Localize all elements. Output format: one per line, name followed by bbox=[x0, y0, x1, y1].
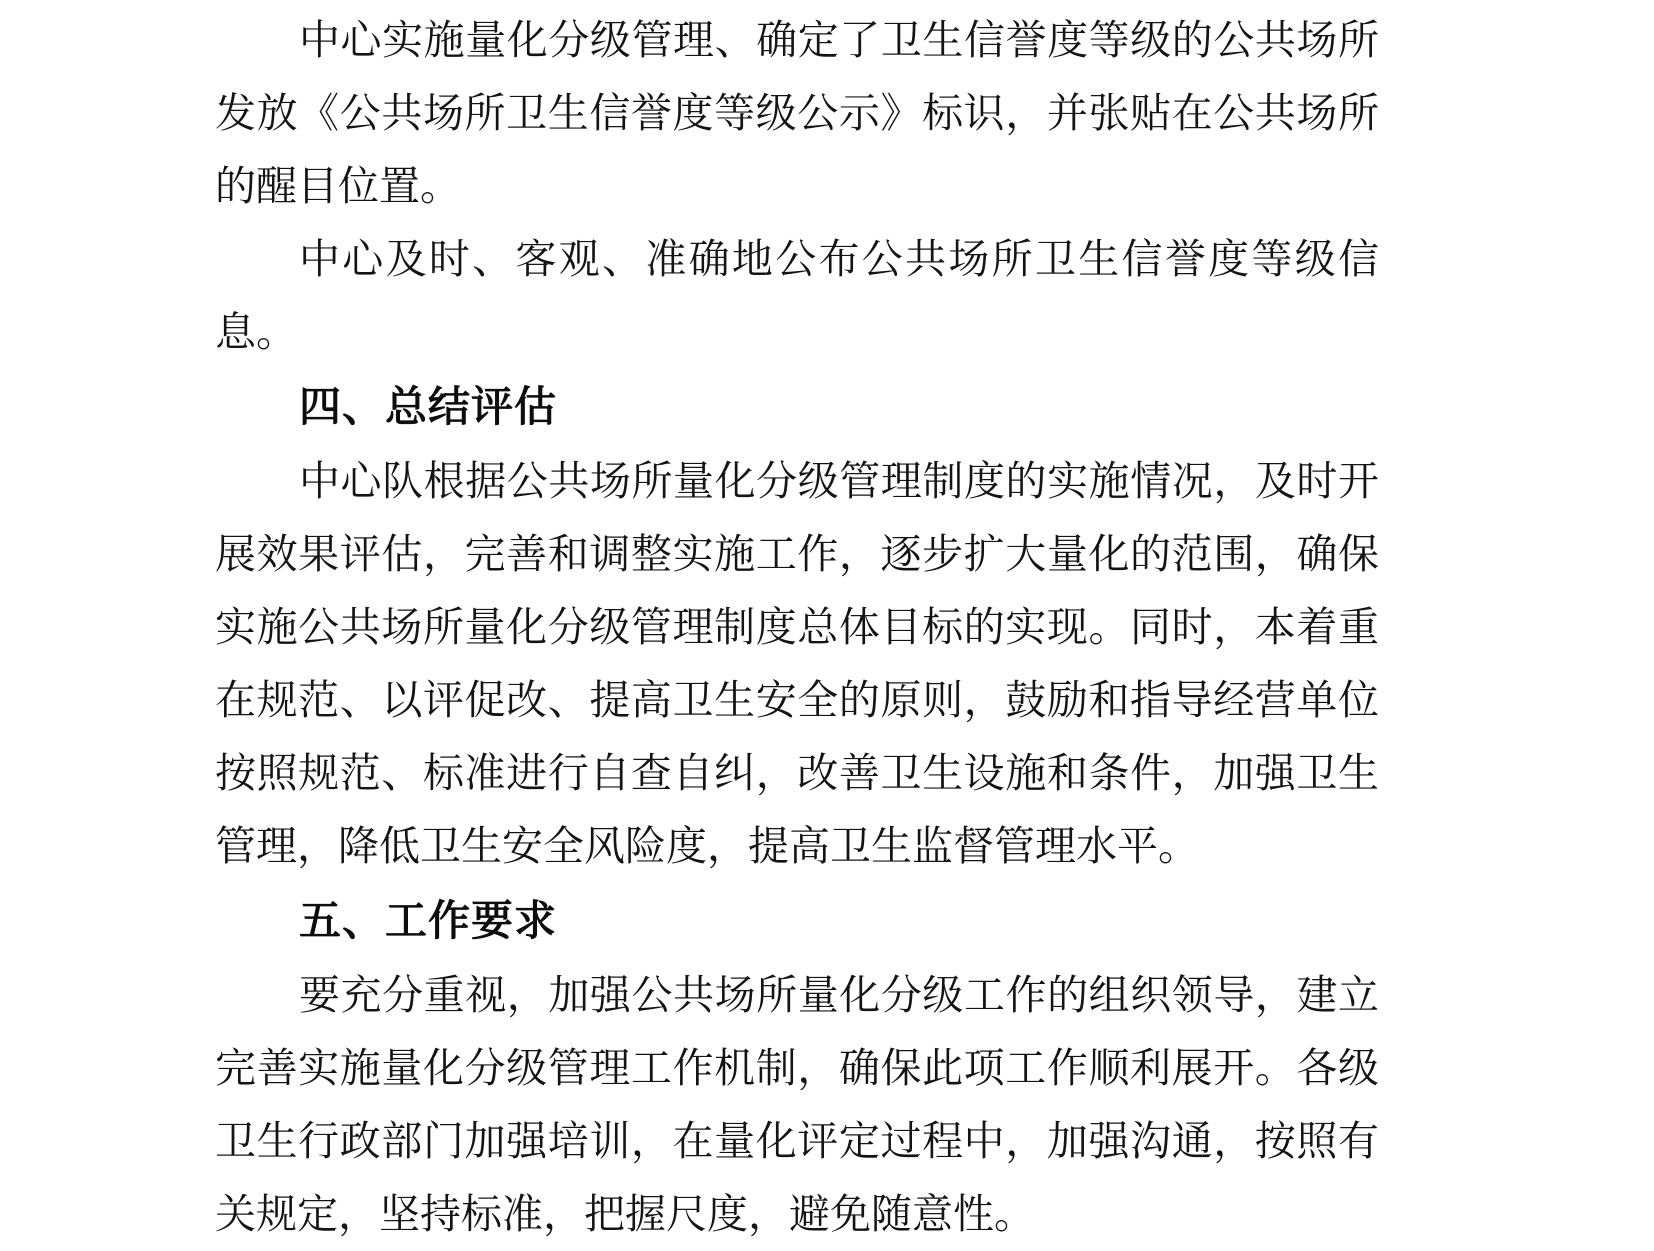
document-body bbox=[215, 0, 1379, 1251]
paragraph-evaluation-detail: 中心队根据公共场所量化分级管理制度的实施情况，及时开展效果评估，完善和调整实施工作，逐步扩大量化的范围，确保实施公共场所量化分级管理制度总体目标的实现。同时，本着重在规范、以评促改、提高卫生安全的原则，鼓励和指导经营单位按照规范、标准进行自查自纠，改善卫生设施和条件，加强卫生管理，降低卫生安全风险度，提高卫生监督管理水平。 bbox=[215, 457, 1379, 870]
paragraph-work-requirements-detail: 要充分重视，加强公共场所量化分级工作的组织领导，建立完善实施量化分级管理工作机制，确保此项工作顺利展开。各级卫生行政部门加强培训，在量化评定过程中，加强沟通，按照有关规定，坚持标准，把握尺度，避免随意性。 bbox=[215, 971, 1379, 1238]
paragraph-information-release: 中心及时、客观、准确地公布公共场所卫生信誉度等级信息。 bbox=[215, 235, 1379, 356]
paragraph-publicity-sign: 中心实施量化分级管理、确定了卫生信誉度等级的公共场所发放《公共场所卫生信誉度等级公示》标识，并张贴在公共场所的醒目位置。 bbox=[215, 16, 1379, 210]
heading-work-requirements: 五、工作要求 bbox=[299, 896, 558, 945]
heading-summary-evaluation: 四、总结评估 bbox=[299, 382, 558, 431]
